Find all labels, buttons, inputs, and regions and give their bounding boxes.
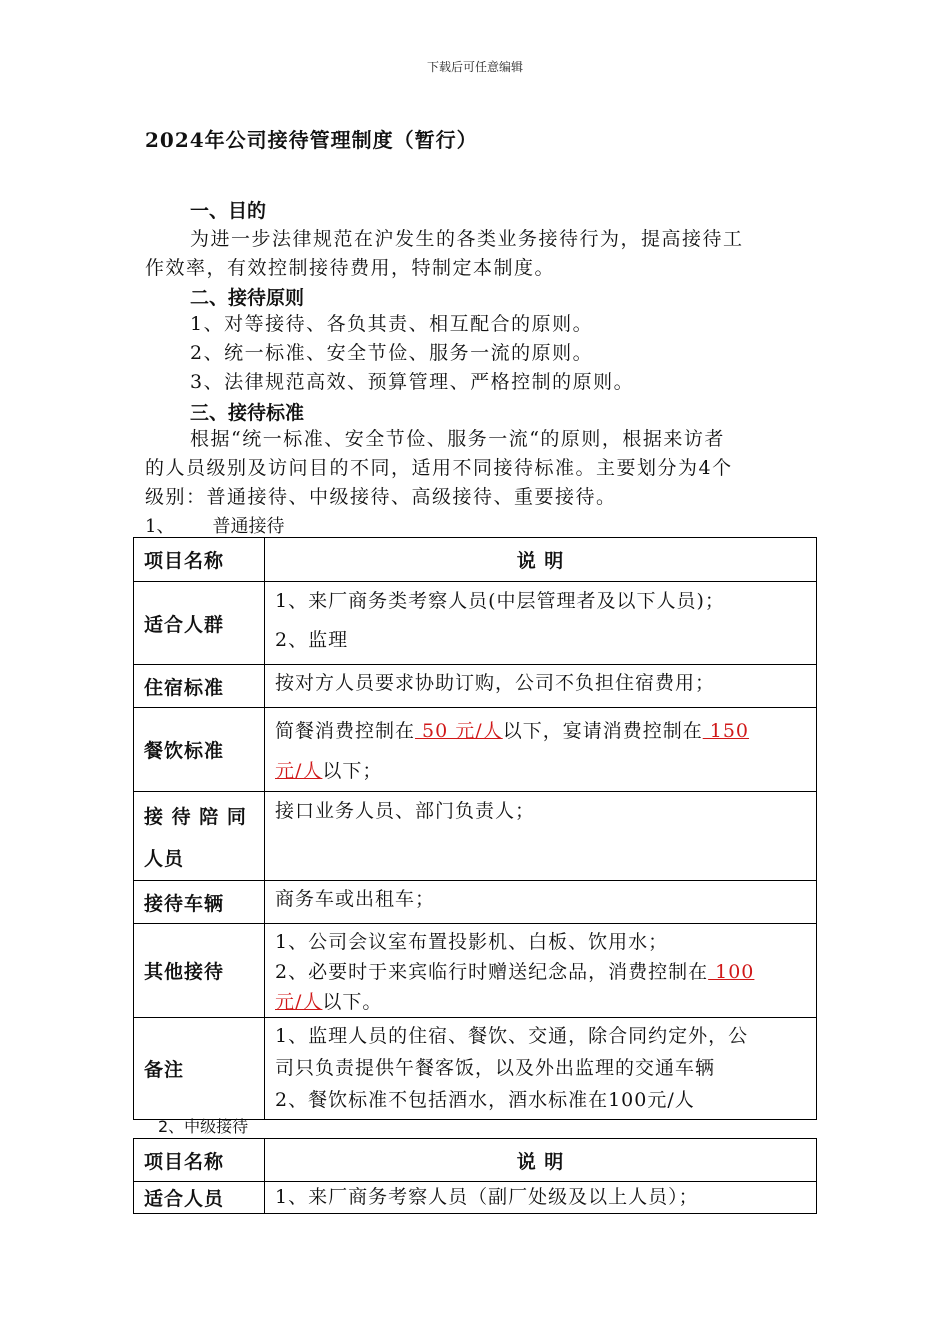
table-header-cell: 项目名称 [134, 538, 265, 582]
table-row [134, 1139, 817, 1182]
text-run: 以下，宴请消费控制在 [502, 720, 703, 742]
table2-label: 2、中级接待 [158, 1117, 249, 1136]
catering-line-2 [275, 751, 816, 791]
page-title: 2024年公司接待管理制度（暂行） [145, 128, 478, 152]
table-header-cell: 说 明 [265, 538, 817, 582]
row-key: 其他接待 [134, 924, 265, 1018]
gift-unit: 元/人 [275, 991, 323, 1013]
table-row [134, 792, 817, 881]
table-row [134, 1018, 817, 1120]
row-key [134, 792, 265, 881]
row-value [265, 1018, 817, 1120]
table1-label-text: 普通接待 [212, 516, 285, 537]
row-key: 适合人群 [134, 582, 265, 665]
row-value-line: 1、来厂商务类考察人员(中层管理者及以下人员)； [275, 590, 725, 612]
row-key: 适合人员 [134, 1182, 265, 1214]
row-value: 商务车或出租车； [265, 881, 817, 924]
table-mid-reception [133, 1138, 817, 1214]
table-row [134, 708, 817, 792]
row-value-line: 1、监理人员的住宿、餐饮、交通，除合同约定外，公 [275, 1025, 749, 1047]
text-run: 以下； [322, 760, 383, 782]
row-value-line [275, 987, 816, 1017]
table-row [134, 582, 817, 665]
banquet-unit: 元/人 [275, 760, 323, 782]
catering-line-1 [275, 711, 816, 751]
row-key: 餐饮标准 [134, 708, 265, 792]
table-row [134, 538, 817, 582]
row-value-line [275, 957, 816, 987]
standards-line-2: 的人员级别及访问目的不同，适用不同接待标准。主要划分为4个 [145, 457, 733, 479]
row-value [265, 582, 817, 665]
meal-limit: 50 元/人 [415, 720, 503, 742]
purpose-line-1: 为进一步法律规范在沪发生的各类业务接待行为，提高接待工 [190, 228, 744, 250]
principle-3: 3、法律规范高效、预算管理、严格控制的原则。 [190, 371, 635, 393]
row-key-line: 人员 [144, 848, 185, 870]
table1-label-number: 1、 [145, 516, 175, 537]
banquet-limit: 150 [702, 720, 750, 742]
table-normal-reception [133, 537, 817, 1120]
row-value [265, 708, 817, 792]
table-header-cell: 项目名称 [134, 1139, 265, 1182]
row-value: 按对方人员要求协助订购，公司不负担住宿费用； [265, 665, 817, 708]
gift-limit: 100 [708, 961, 755, 983]
table1-label [145, 512, 284, 538]
purpose-line-2: 作效率，有效控制接待费用，特制定本制度。 [145, 257, 556, 279]
text-run: 简餐消费控制在 [275, 720, 416, 742]
row-value-line: 司只负责提供午餐客饭，以及外出监理的交通车辆 [275, 1057, 716, 1079]
row-key-line: 接 待 陪 同 [144, 806, 247, 828]
row-value-line: 2、监理 [275, 629, 349, 651]
standards-line-1: 根据“统一标准、安全节俭、服务一流“的原则，根据来访者 [190, 428, 725, 450]
row-key: 备注 [134, 1018, 265, 1120]
table-header-cell: 说 明 [265, 1139, 817, 1182]
row-value: 1、来厂商务考察人员（副厂处级及以上人员）； [265, 1182, 817, 1214]
header-note: 下载后可任意编辑 [426, 60, 523, 74]
row-key: 接待车辆 [134, 881, 265, 924]
section-principles-title: 二、接待原则 [190, 287, 305, 309]
principle-1: 1、对等接待、各负其责、相互配合的原则。 [190, 313, 594, 335]
section-standards-title: 三、接待标准 [190, 402, 305, 424]
row-value-line: 2、餐饮标准不包括酒水，酒水标准在100元/人 [275, 1089, 695, 1111]
section-purpose-title: 一、目的 [190, 200, 267, 222]
table-row [134, 665, 817, 708]
text-run: 以下。 [322, 991, 383, 1013]
principle-2: 2、统一标准、安全节俭、服务一流的原则。 [190, 342, 594, 364]
table-row [134, 881, 817, 924]
row-key: 住宿标准 [134, 665, 265, 708]
text-run: 2、必要时于来宾临行时赠送纪念品，消费控制在 [275, 961, 709, 983]
row-value: 接口业务人员、部门负责人； [265, 792, 817, 881]
table-row [134, 924, 817, 1018]
row-value-line: 1、公司会议室布置投影机、白板、饮用水； [275, 931, 669, 953]
row-value [265, 924, 817, 1018]
table-row [134, 1182, 817, 1214]
standards-line-3: 级别：普通接待、中级接待、高级接待、重要接待。 [145, 486, 617, 508]
